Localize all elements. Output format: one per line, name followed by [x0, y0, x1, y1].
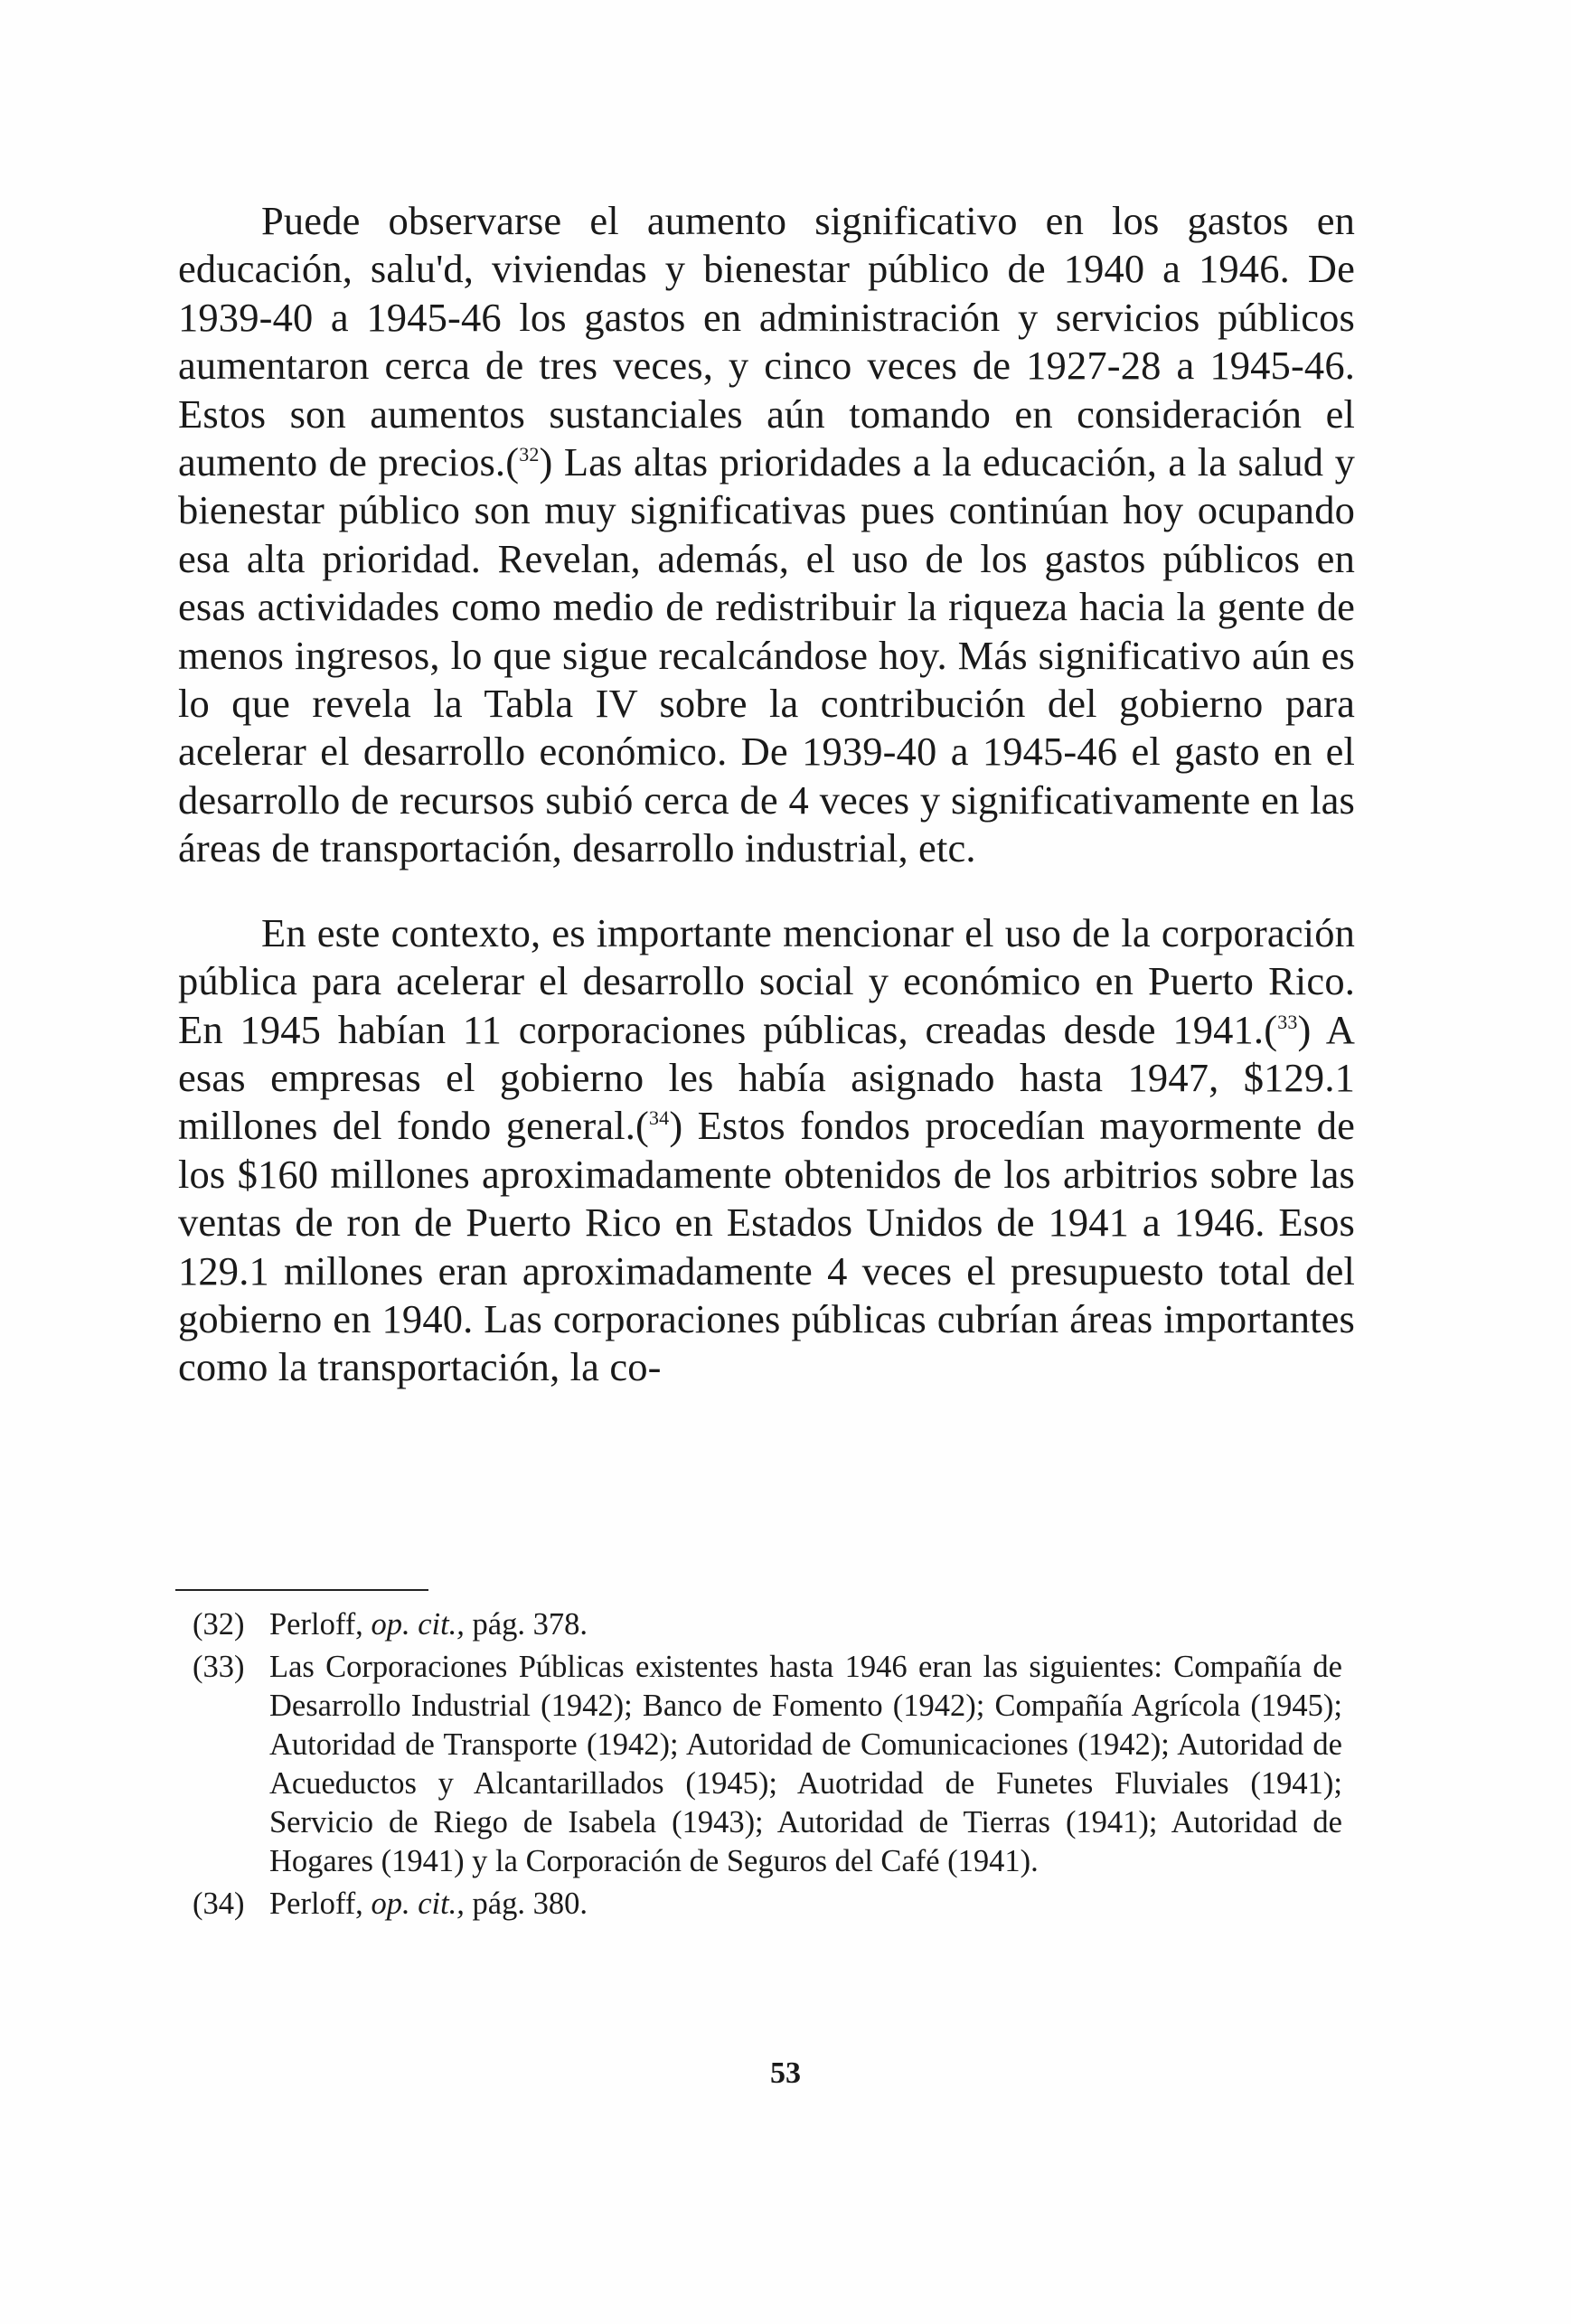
footnote-text — [269, 1885, 1342, 1924]
body-text — [178, 197, 1355, 1392]
footnote-number: (32) — [193, 1607, 245, 1642]
footnote-number: (33) — [193, 1650, 245, 1684]
footnote-34 — [193, 1885, 1342, 1924]
footnote-text: Las Corporaciones Públicas existentes hasta 1946 eran las siguientes: Compañía de Desarrollo Industrial (1942); Banco de Fomento (1942); Compañía Agrícola (1945); Autoridad de Transporte (1942); Autoridad de Comunicaciones (1942); Autoridad de Acueductos y Alcantarillados (1945); Auotridad de Funetes Fluviales (1941); Servicio de Riego de Isabela (1943); Autoridad de Tierras (1941); Autoridad de Hogares (1941) y la Corporación de Seguros del Café (1941). — [269, 1650, 1342, 1878]
footnote-text — [269, 1605, 1342, 1644]
paragraph-2-text-a: En este contexto, es importante mencionar el uso de la corporación pública para acelerar el desarrollo social y económico en Puerto Rico. En 1945 habían 11 corporaciones públicas, creadas desde 1941.( — [178, 909, 1355, 1052]
footnote-number: (34) — [193, 1886, 245, 1921]
paragraph-1 — [178, 197, 1355, 873]
footnote-page: pág. 380. — [464, 1886, 588, 1921]
footnote-32 — [193, 1605, 1342, 1644]
footnote-author: Perloff, — [269, 1607, 372, 1642]
footnote-33 — [193, 1648, 1342, 1881]
footnote-divider — [175, 1589, 428, 1591]
footnote-op-cit: op. cit., — [371, 1607, 465, 1642]
paragraph-1-text-b: ) Las altas prioridades a la educación, a la salud y bienestar público son muy significativas pues continúan hoy ocupando esa alta prioridad. Revelan, además, el uso de los gastos públicos en esas actividades como medio de redistribuir la riqueza hacia la gente de menos ingresos, lo que sigue recalcándose hoy. Más significativo aún es lo que revela la Tabla IV sobre la contribución del gobierno para acelerar el desarrollo económico. De 1939-40 a 1945-46 el gasto en el desarrollo de recursos subió cerca de 4 veces y significativamente en las áreas de transportación, desarrollo industrial, etc. — [178, 439, 1355, 871]
footnote-page: pág. 378. — [464, 1607, 588, 1642]
footnote-op-cit: op. cit., — [371, 1886, 465, 1921]
paragraph-2-text-b: ) A esas empresas el gobierno les había asignado hasta 1947, $129.1 millones del fondo general.( — [178, 1006, 1355, 1149]
paragraph-1-text-a: Puede observarse el aumento significativo en los gastos en educación, salu'd, viviendas y bienestar público de 1940 a 1946. De 1939-40 a 1945-46 los gastos en administración y servicios públicos aumentaron cerca de tres veces, y cinco veces de 1927-28 a 1945-46. Estos son aumentos sustanciales aún tomando en consideración el aumento de precios.( — [178, 198, 1355, 485]
footnote-author: Perloff, — [269, 1886, 372, 1921]
footnote-ref-34[interactable]: 34 — [649, 1106, 670, 1130]
footnote-ref-33[interactable]: 33 — [1277, 1010, 1298, 1033]
paragraph-2 — [178, 909, 1355, 1392]
paragraph-2-text-c: ) Estos fondos procedían mayormente de los $160 millones aproximadamente obtenidos de los arbitrios sobre las ventas de ron de Puerto Rico en Estados Unidos de 1941 a 1946. Esos 129.1 millones eran aproximadamente 4 veces el presupuesto total del gobierno en 1940. Las corporaciones públicas cubrían áreas importantes como la transportación, la co- — [178, 1103, 1356, 1390]
footnotes — [193, 1605, 1342, 1927]
page-number: 53 — [770, 2056, 801, 2090]
footnote-ref-32[interactable]: 32 — [519, 443, 540, 466]
